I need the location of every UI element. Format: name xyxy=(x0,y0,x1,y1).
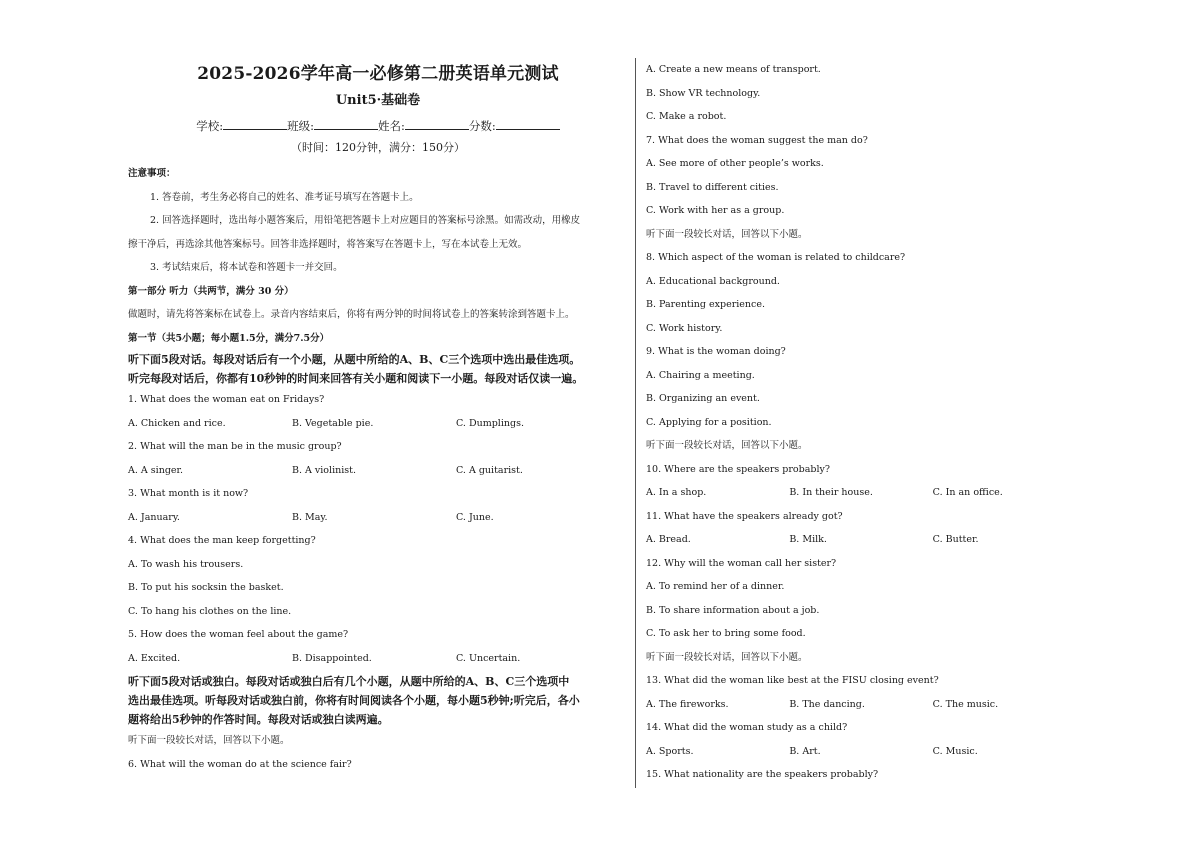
note-item: 擦干净后，再选涂其他答案标号。回答非选择题时，将答案写在答题卡上，写在本试卷上无效。 xyxy=(128,238,528,250)
longer-dialogue-note: 听下面一段较长对话，回答以下小题。 xyxy=(128,735,290,747)
score-blank[interactable] xyxy=(496,117,560,130)
question-stem: 10. Where are the speakers probably? xyxy=(646,463,830,475)
section2-instruction: 选出最佳选项。听每段对话或独白前，你将有时间阅读各个小题，每小题5秒钟;听完后，各小 xyxy=(128,694,580,707)
option-b[interactable]: B. Art. xyxy=(789,745,821,757)
options-row xyxy=(646,693,1076,717)
question-stem: 5. How does the woman feel about the game? xyxy=(128,629,349,641)
option-b[interactable]: B. Organizing an event. xyxy=(646,393,760,405)
school-label: 学校: xyxy=(196,119,224,133)
question-stem: 15. What nationality are the speakers probably? xyxy=(646,769,879,781)
question-stem: 2. What will the man be in the music group? xyxy=(128,441,342,453)
question-stem: 9. What is the woman doing? xyxy=(646,346,786,358)
option-b[interactable]: B. Show VR technology. xyxy=(646,87,761,99)
question-stem: 6. What will the woman do at the science fair? xyxy=(128,758,352,770)
note-item: 1. 答卷前，考生务必将自己的姓名、准考证号填写在答题卡上。 xyxy=(150,191,419,203)
note-item: 3. 考试结束后，将本试卷和答题卡一并交回。 xyxy=(150,262,343,274)
part1-instruction: 做题时，请先将答案标在试卷上。录音内容结束后，你将有两分钟的时间将试卷上的答案转涂到答题卡上。 xyxy=(128,309,575,321)
name-label: 姓名: xyxy=(378,119,405,133)
question-stem: 3. What month is it now? xyxy=(128,488,249,500)
option-c[interactable]: C. Butter. xyxy=(932,534,979,546)
option-b[interactable]: B. Parenting experience. xyxy=(646,299,765,311)
option-a[interactable]: A. January. xyxy=(128,511,180,523)
time-info: （时间：120分钟，满分：150分） xyxy=(291,141,465,154)
option-c[interactable]: C. A guitarist. xyxy=(456,464,523,476)
score-label: 分数: xyxy=(468,119,496,133)
option-b[interactable]: B. Disappointed. xyxy=(292,652,372,664)
option-a[interactable]: A. See more of other people’s works. xyxy=(646,158,824,170)
question-stem: 7. What does the woman suggest the man do? xyxy=(646,134,868,146)
option-c[interactable]: C. Uncertain. xyxy=(456,652,521,664)
name-blank[interactable] xyxy=(405,117,469,130)
option-b[interactable]: B. To put his socksin the basket. xyxy=(128,582,284,594)
options-row xyxy=(646,481,1076,505)
option-a[interactable]: A. Bread. xyxy=(646,534,691,546)
option-b[interactable]: B. A violinist. xyxy=(292,464,356,476)
option-a[interactable]: A. A singer. xyxy=(128,464,184,476)
option-a[interactable]: A. In a shop. xyxy=(646,487,707,499)
option-c[interactable]: C. Music. xyxy=(932,745,978,757)
option-b[interactable]: B. In their house. xyxy=(789,487,873,499)
question-stem: 12. Why will the woman call her sister? xyxy=(646,557,837,569)
right-column xyxy=(646,62,1076,787)
page-subtitle: Unit5·基础卷 xyxy=(335,93,421,108)
option-c[interactable]: C. Work history. xyxy=(646,322,723,334)
option-b[interactable]: B. May. xyxy=(292,511,328,523)
option-c[interactable]: C. June. xyxy=(456,511,494,523)
option-c[interactable]: C. Make a robot. xyxy=(646,111,727,123)
option-a[interactable]: A. The fireworks. xyxy=(646,698,729,710)
question-stem: 8. Which aspect of the woman is related to childcare? xyxy=(646,252,906,264)
option-c[interactable]: C. Work with her as a group. xyxy=(646,205,785,217)
option-b[interactable]: B. Travel to different cities. xyxy=(646,181,779,193)
option-b[interactable]: B. To share information about a job. xyxy=(646,604,820,616)
option-a[interactable]: A. Create a new means of transport. xyxy=(646,64,821,76)
question-stem: 14. What did the woman study as a child? xyxy=(646,722,848,734)
question-stem: 4. What does the man keep forgetting? xyxy=(128,535,316,547)
question-stem: 13. What did the woman like best at the FISU closing event? xyxy=(646,675,939,687)
option-a[interactable]: A. Chairing a meeting. xyxy=(646,369,755,381)
question-stem: 11. What have the speakers already got? xyxy=(646,510,843,522)
left-column xyxy=(128,62,628,776)
option-c[interactable]: C. In an office. xyxy=(932,487,1003,499)
option-a[interactable]: A. Educational background. xyxy=(646,275,780,287)
options-row xyxy=(128,459,628,483)
options-row xyxy=(128,647,628,671)
option-c[interactable]: C. Applying for a position. xyxy=(646,416,772,428)
options-row xyxy=(128,412,628,436)
section1-heading: 第一节（共5小题；每小题1.5分，满分7.5分） xyxy=(128,332,330,344)
section2-instruction: 题将给出5秒钟的作答时间。每段对话或独白读两遍。 xyxy=(128,713,389,726)
school-blank[interactable] xyxy=(223,117,287,130)
part1-heading: 第一部分 听力（共两节，满分 30 分） xyxy=(128,285,294,297)
option-c[interactable]: C. Dumplings. xyxy=(456,417,524,429)
option-a[interactable]: A. Sports. xyxy=(646,745,694,757)
option-b[interactable]: B. Milk. xyxy=(789,534,827,546)
option-b[interactable]: B. The dancing. xyxy=(789,698,865,710)
longer-dialogue-note: 听下面一段较长对话，回答以下小题。 xyxy=(646,440,808,452)
note-item: 2. 回答选择题时，选出每小题答案后，用铅笔把答题卡上对应题目的答案标号涂黑。如需改动，用橡皮 xyxy=(150,215,581,227)
section2-instruction: 听下面5段对话或独白。每段对话或独白后有几个小题，从题中所给的A、B、C三个选项中 xyxy=(128,675,570,688)
options-row xyxy=(646,740,1076,764)
class-blank[interactable] xyxy=(314,117,378,130)
student-info-line xyxy=(128,116,628,136)
option-a[interactable]: A. Chicken and rice. xyxy=(128,417,226,429)
options-row xyxy=(128,506,628,530)
option-c[interactable]: C. To ask her to bring some food. xyxy=(646,628,806,640)
option-c[interactable]: C. To hang his clothes on the line. xyxy=(128,605,292,617)
option-a[interactable]: A. Excited. xyxy=(128,652,181,664)
class-label: 班级: xyxy=(287,119,314,133)
section1-instruction: 听下面5段对话。每段对话后有一个小题，从题中所给的A、B、C三个选项中选出最佳选项。 xyxy=(128,353,581,366)
question-stem: 1. What does the woman eat on Fridays? xyxy=(128,394,325,406)
option-c[interactable]: C. The music. xyxy=(932,698,999,710)
options-row xyxy=(646,528,1076,552)
longer-dialogue-note: 听下面一段较长对话，回答以下小题。 xyxy=(646,651,808,663)
section1-instruction: 听完每段对话后，你都有10秒钟的时间来回答有关小题和阅读下一小题。每段对话仅读一遍。 xyxy=(128,372,584,385)
column-divider xyxy=(635,58,636,788)
option-a[interactable]: A. To wash his trousers. xyxy=(128,558,244,570)
notes-heading: 注意事项： xyxy=(128,168,176,180)
option-a[interactable]: A. To remind her of a dinner. xyxy=(646,581,785,593)
longer-dialogue-note: 听下面一段较长对话，回答以下小题。 xyxy=(646,228,808,240)
option-b[interactable]: B. Vegetable pie. xyxy=(292,417,374,429)
page-title: 2025-2026学年高一必修第二册英语单元测试 xyxy=(197,64,559,84)
